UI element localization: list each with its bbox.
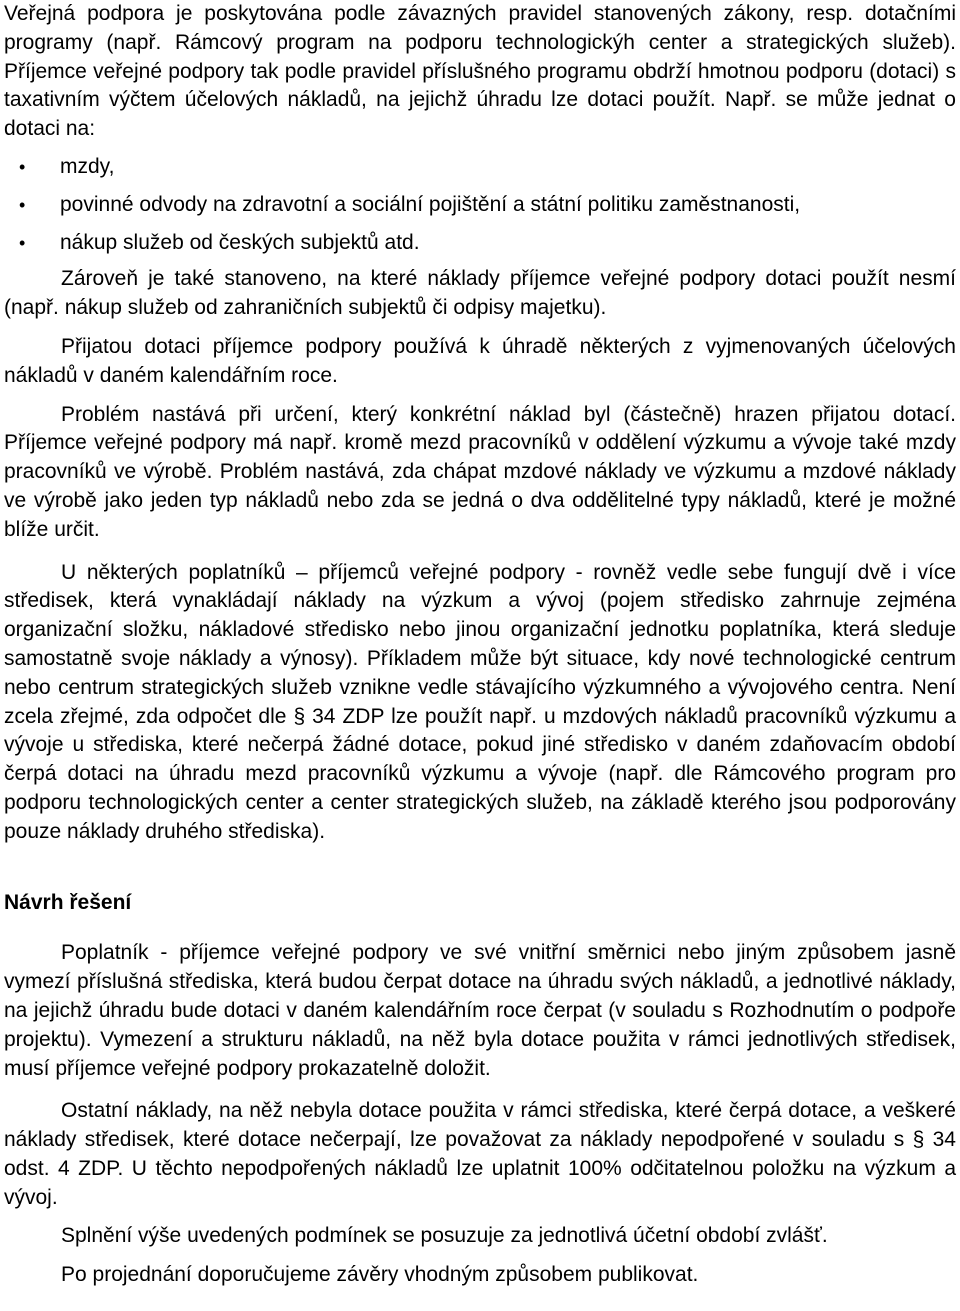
bullet-icon: • (19, 232, 26, 253)
paragraph-recommendation: Po projednání doporučujeme závěry vhodným způsobem publikovat. (61, 1263, 699, 1287)
paragraph-cost-centers: U některých poplatníků – příjemců veřejné podpory - rovněž vedle sebe fungují dvě i více středisek, která vynakládají náklady na výzkum a vývoj (pojem středisko zahrnuje zejména organizační složku, nákladové středisko nebo jinou organizační jednotku poplatníka, která sleduje samostatně svoje náklady a výnosy). Příkladem může být situace, kdy nové technologické centrum nebo centrum strategických služeb vznikne vedle stávajícího výzkumného a vývojového centra. Není zcela zřejmé, zda odpočet dle § 34 ZDP lze použít např. u mzdových nákladů pracovníků výzkumu a vývoje u střediska, které nečerpá žádné dotace, pokud jiné středisko v daném zdaňovacím období čerpá dotaci na úhradu mezd pracovníků výzkumu a vývoje (např. dle Rámcového program pro podporu technologických center a center strategických služeb, na základě kterého jsou podporovány pouze náklady druhého střediska). (4, 560, 956, 843)
paragraph-solution: Poplatník - příjemce veřejné podpory ve své vnitřní směrnici nebo jiným způsobem jasně vymezí příslušná střediska, která budou čerpat dotace na úhradu svých nákladů, a jednotlivé náklady, na jejichž úhradu bude dotaci v daném kalendářním roce čerpat (v souladu s Rozhodnutím o podpoře projektu). Vymezení a strukturu nákladů, na něž byla dotace použita v rámci jednotlivých středisek, musí příjemce veřejné podpory prokazatelně doložit. (4, 941, 956, 1080)
paragraph-subsidy-usage: Přijatou dotaci příjemce podpory používá k úhradě některých z vyjmenovaných účelových nákladů v daném kalendářním roce. (4, 334, 956, 387)
paragraph-forbidden-costs: Zároveň je také stanoveno, na které náklady příjemce veřejné podpory dotaci použít nesmí (např. nákup služeb od zahraničních subjektů či odpisy majetku). (4, 267, 956, 320)
list-item (4, 191, 956, 220)
section-heading: Návrh řešení (4, 890, 132, 914)
paragraph-conditions: Splnění výše uvedených podmínek se posuzuje za jednotlivá účetní období zvlášť. (61, 1224, 828, 1248)
list-item-text: povinné odvody na zdravotní a sociální pojištění a státní politiku zaměstnanosti, (60, 192, 801, 216)
list-item-text: mzdy, (60, 154, 115, 178)
paragraph-intro: Veřejná podpora je poskytována podle závazných pravidel stanovených zákony, resp. dotačními programy (např. Rámcový program na podporu technologickýh center a strategických služeb). Příjemce veřejné podpory tak podle pravidel příslušného programu obdrží hmotnou podporu (dotaci) s taxativním výčtem účelových nákladů, na jejichž úhradu lze dotaci použít. Např. se může jednat o dotaci na: (4, 2, 956, 141)
paragraph-other-costs: Ostatní náklady, na něž nebyla dotace použita v rámci střediska, které čerpá dotace, a veškeré náklady středisek, které dotace nečerpají, lze považovat za náklady nepodpořené v souladu s § 34 odst. 4 ZDP. U těchto nepodpořených nákladů lze uplatnit 100% odčitatelnou položku na výzkum a vývoj. (4, 1099, 956, 1209)
document-page (4, 0, 956, 1290)
list-item (4, 229, 956, 258)
bullet-icon: • (19, 156, 26, 177)
paragraph-problem: Problém nastává při určení, který konkrétní náklad byl (částečně) hrazen přijatou dotací. Příjemce veřejné podpory má např. kromě mezd pracovníků v oddělení výzkumu a vývoje také mzdy pracovníků ve výrobě. Problém nastává, zda chápat mzdové náklady ve výzkumu a mzdové náklady ve výrobě jako jeden typ nákladů nebo zda se jedná o dva oddělitelné typy nákladů, které je možné blíže určit. (4, 402, 956, 541)
bullet-icon: • (19, 194, 26, 215)
list-item (4, 153, 956, 182)
subsidy-cost-list (4, 153, 956, 257)
list-item-text: nákup služeb od českých subjektů atd. (60, 230, 420, 254)
